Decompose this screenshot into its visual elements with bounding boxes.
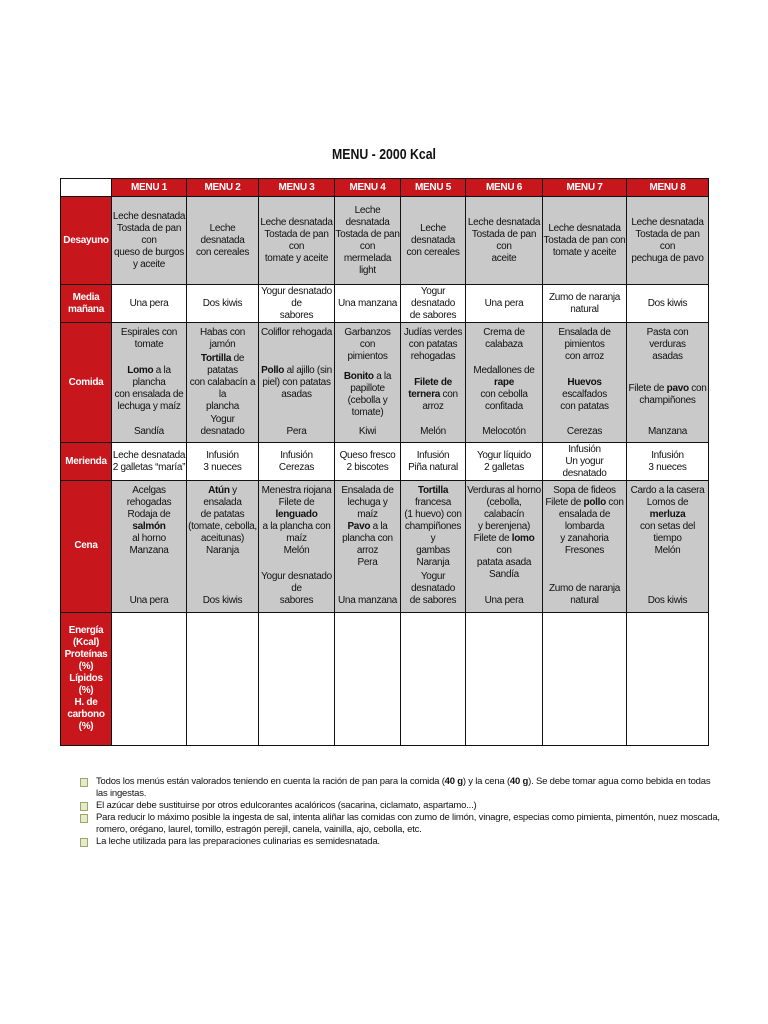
- merienda-cell-line: Leche desnatada: [112, 449, 186, 461]
- cena-extra: [628, 595, 707, 607]
- comida-first-course: [336, 327, 399, 363]
- desayuno-cell-menu-5: [401, 197, 466, 285]
- desayuno-cell-line: Tostada de pan con: [543, 234, 626, 246]
- cena-extra-line: Una manzana: [338, 595, 397, 607]
- media-cell-menu-4: [335, 285, 401, 323]
- row-merienda: [61, 443, 709, 481]
- desayuno-cell-line: Leche desnatada: [260, 216, 333, 228]
- row-label-merienda: Merienda: [61, 443, 112, 481]
- desayuno-cell-line: aceite: [491, 252, 517, 264]
- comida-first-course: [628, 327, 707, 363]
- merienda-cell-line: Yogur líquido: [476, 449, 532, 461]
- cena-extra: [113, 595, 185, 607]
- merienda-cell-line: Queso fresco: [339, 449, 396, 461]
- comida-dessert: [188, 414, 257, 438]
- cena-dishes: Verduras al horno (cebolla, calabacín y berenjena) Filete de lomo con patata asada Sandía: [467, 485, 541, 581]
- merienda-cell-line: Infusión: [206, 449, 239, 461]
- comida-first-line: Garbanzos con: [344, 327, 391, 351]
- media-cell-menu-3: [259, 285, 335, 323]
- cena-extra-line: Yogur desnatado: [410, 571, 455, 595]
- comida-cell-menu-6: [466, 323, 543, 443]
- comida-first-line: pimientos: [347, 351, 388, 363]
- comida-first-course: [544, 327, 625, 363]
- merienda-cell-menu-4: [335, 443, 401, 481]
- comida-first-line: con patatas: [408, 339, 458, 351]
- merienda-cell-menu-7: [543, 443, 627, 481]
- menu-header-4: MENU 4: [335, 179, 401, 197]
- cena-extra-line: Yogur desnatado de: [261, 571, 332, 595]
- comida-first-line: Habas con jamón: [199, 327, 246, 351]
- comida-dessert-line: Sandía: [134, 426, 164, 438]
- desayuno-cell-line: Leche desnatada: [410, 222, 455, 246]
- comida-dessert: [336, 426, 399, 438]
- comida-first-line: rehogadas: [410, 351, 456, 363]
- cena-dishes: Cardo a la casera Lomos de merluza con setas del tiempo Melón: [630, 485, 705, 557]
- media-cell-menu-2: [187, 285, 259, 323]
- desayuno-cell-menu-3: [259, 197, 335, 285]
- comida-main-course: Bonito a la papillote (cebolla y tomate): [343, 370, 392, 418]
- cena-extra-line: Una pera: [484, 595, 524, 607]
- comida-cell-menu-8: [627, 323, 709, 443]
- comida-first-course: [113, 327, 185, 351]
- comida-main-course: Tortilla de patatas con calabacín a la plancha: [189, 352, 256, 412]
- media-cell-line: de sabores: [409, 309, 457, 321]
- desayuno-cell-line: Leche desnatada: [548, 222, 621, 234]
- comida-dessert: [544, 426, 625, 438]
- comida-dessert: [402, 426, 464, 438]
- note-item: [80, 812, 720, 836]
- cena-dishes: Atún y ensalada de patatas (tomate, cebolla, aceitunas) Naranja: [188, 485, 257, 557]
- comida-first-line: tomate: [134, 339, 164, 351]
- merienda-cell-line: Infusión: [416, 449, 450, 461]
- desayuno-cell-line: Leche desnatada: [345, 204, 390, 228]
- desayuno-cell-line: Tostada de pan con: [471, 228, 537, 252]
- comida-main-course: Lomo a la plancha con ensalada de lechuga y maíz: [114, 364, 184, 412]
- comida-cell-menu-2: [187, 323, 259, 443]
- menu-header-1: MENU 1: [112, 179, 187, 197]
- comida-first-line: Espirales con: [120, 327, 178, 339]
- media-cell-line: Una pera: [129, 297, 169, 309]
- energia-cell-menu-3: [259, 612, 335, 745]
- comida-main-course: Huevos escalfados con patatas: [560, 376, 609, 412]
- row-comida: [61, 323, 709, 443]
- comida-dessert-line: Yogur desnatado: [200, 414, 245, 438]
- merienda-cell-menu-6: [466, 443, 543, 481]
- media-cell-menu-1: [112, 285, 187, 323]
- row-media-manana: [61, 285, 709, 323]
- merienda-cell-line: 2 biscotes: [346, 461, 389, 473]
- note-text: Para reducir lo máximo posible la ingesta de sal, intenta aliñar las comidas con zumo de limón, vinagre, especias como pimienta, pimentón, nuez moscada, romero, orégano, laurel, tomillo, estragón perejil, canela, vainilla, ajo, cebolla, etc.: [96, 812, 720, 835]
- energia-label-line: H. de: [74, 696, 98, 708]
- comida-first-course: [467, 327, 541, 351]
- energia-label-line: Proteínas: [64, 648, 108, 660]
- note-bullet-icon: [80, 778, 88, 787]
- desayuno-cell-line: tomate y aceite: [552, 246, 617, 258]
- comida-main-course: Medallones de rape con cebolla confitada: [473, 364, 535, 412]
- merienda-cell-line: Piña natural: [408, 461, 458, 473]
- cena-cell-menu-4: [335, 481, 401, 612]
- row-energia: [61, 612, 709, 745]
- note-item: [80, 836, 720, 848]
- merienda-cell-line: 2 galletas “maría”: [112, 461, 186, 473]
- desayuno-cell-menu-6: [466, 197, 543, 285]
- desayuno-cell-line: Leche desnatada: [467, 216, 541, 228]
- menu-table: [60, 178, 709, 746]
- merienda-cell-line: 3 nueces: [203, 461, 242, 473]
- desayuno-cell-menu-7: [543, 197, 627, 285]
- desayuno-cell-line: light: [359, 264, 376, 276]
- cena-cell-menu-2: [187, 481, 259, 612]
- media-cell-line: Una pera: [484, 297, 524, 309]
- cena-dishes: Menestra riojana Filete de lenguado a la plancha con maíz Melón: [261, 485, 332, 557]
- cena-extra-line: Dos kiwis: [647, 595, 688, 607]
- comida-main-course: Filete de pavo con champiñones: [628, 382, 707, 406]
- note-item: [80, 800, 720, 812]
- cena-extra-line: natural: [570, 595, 599, 607]
- desayuno-cell-menu-8: [627, 197, 709, 285]
- comida-cell-menu-7: [543, 323, 627, 443]
- cena-extra: [260, 571, 333, 607]
- energia-label-line: (%): [78, 720, 94, 732]
- menu-header-3: MENU 3: [259, 179, 335, 197]
- notes-list: [80, 776, 720, 848]
- cena-cell-menu-6: [466, 481, 543, 612]
- table-corner: [61, 179, 112, 197]
- media-cell-menu-5: [401, 285, 466, 323]
- comida-dessert-line: Kiwi: [358, 426, 377, 438]
- energia-cell-menu-1: [112, 612, 187, 745]
- cena-extra: [402, 571, 464, 607]
- merienda-cell-line: Infusión: [651, 449, 684, 461]
- cena-extra-line: Una pera: [129, 595, 169, 607]
- note-item: [80, 776, 720, 800]
- cena-extra-line: Dos kiwis: [202, 595, 243, 607]
- cena-extra: [467, 595, 541, 607]
- row-label-cena: Cena: [61, 481, 112, 612]
- cena-dishes: Acelgas rehogadas Rodaja de salmón al horno Manzana: [126, 485, 172, 557]
- media-cell-line: Zumo de naranja: [548, 291, 621, 303]
- comida-dessert-line: Melocotón: [482, 426, 526, 438]
- comida-dessert-line: Melón: [420, 426, 446, 438]
- desayuno-cell-line: queso de burgos: [113, 246, 184, 258]
- comida-dessert: [260, 426, 333, 438]
- comida-cell-menu-3: [259, 323, 335, 443]
- cena-extra: [544, 583, 625, 607]
- media-cell-line: Una manzana: [338, 297, 397, 309]
- merienda-cell-line: 3 nueces: [648, 461, 687, 473]
- comida-dessert-line: Cerezas: [566, 426, 603, 438]
- note-bullet-icon: [80, 814, 88, 823]
- energia-cell-menu-4: [335, 612, 401, 745]
- menu-header-5: MENU 5: [401, 179, 466, 197]
- comida-main-course: Filete de ternera con arroz: [408, 376, 458, 412]
- note-text: Todos los menús están valorados teniendo en cuenta la ración de pan para la comida (40 g) y la cena (40 g). Se debe tomar agua como bebida en todas las ingestas.: [96, 776, 711, 799]
- media-cell-line: sabores: [279, 309, 314, 321]
- energia-label-line: Energía: [68, 624, 104, 636]
- menu-header-7: MENU 7: [543, 179, 627, 197]
- cena-cell-menu-5: [401, 481, 466, 612]
- media-cell-line: natural: [570, 303, 599, 315]
- merienda-cell-line: Infusión: [280, 449, 313, 461]
- desayuno-cell-line: con mermelada: [343, 240, 392, 264]
- cena-extra-line: Zumo de naranja: [548, 583, 621, 595]
- desayuno-cell-menu-2: [187, 197, 259, 285]
- comida-dessert: [467, 426, 541, 438]
- media-cell-menu-8: [627, 285, 709, 323]
- menu-header-8: MENU 8: [627, 179, 709, 197]
- desayuno-cell-line: pechuga de pavo: [631, 252, 704, 264]
- note-bullet-icon: [80, 838, 88, 847]
- energia-label-line: (%): [78, 660, 94, 672]
- desayuno-cell-line: y aceite: [132, 258, 166, 270]
- energia-cell-menu-6: [466, 612, 543, 745]
- energia-label-line: carbono: [67, 708, 105, 720]
- cena-extra: [188, 595, 257, 607]
- cena-extra-line: de sabores: [409, 595, 457, 607]
- note-text: La leche utilizada para las preparaciones culinarias es semidesnatada.: [96, 836, 380, 847]
- desayuno-cell-line: con cereales: [195, 246, 250, 258]
- energia-cell-menu-7: [543, 612, 627, 745]
- comida-first-course: [188, 327, 257, 351]
- comida-first-line: Pasta con verduras: [646, 327, 689, 351]
- note-bullet-icon: [80, 802, 88, 811]
- row-label-energia: [61, 612, 112, 745]
- comida-first-line: asadas: [652, 351, 683, 363]
- row-label-media-manana: Media mañana: [61, 285, 112, 323]
- cena-dishes: Ensalada de lechuga y maíz Pavo a la plancha con arroz Pera: [341, 485, 394, 569]
- comida-dessert: [628, 426, 707, 438]
- desayuno-cell-line: con cereales: [406, 246, 460, 258]
- comida-first-line: Judías verdes: [403, 327, 463, 339]
- merienda-cell-menu-3: [259, 443, 335, 481]
- comida-first-line: Coliflor rehogada: [260, 327, 333, 339]
- row-label-comida: Comida: [61, 323, 112, 443]
- comida-first-course: [402, 327, 464, 363]
- media-cell-line: Yogur desnatado de: [261, 285, 332, 309]
- media-cell-line: Yogur desnatado: [410, 285, 455, 309]
- comida-dessert: [113, 426, 185, 438]
- cena-cell-menu-3: [259, 481, 335, 612]
- media-cell-menu-7: [543, 285, 627, 323]
- desayuno-cell-line: tomate y aceite: [264, 252, 329, 264]
- comida-first-line: Crema de calabaza: [483, 327, 525, 351]
- desayuno-cell-menu-4: [335, 197, 401, 285]
- row-desayuno: [61, 197, 709, 285]
- energia-label-line: (Kcal): [73, 636, 99, 648]
- comida-first-line: con arroz: [565, 351, 604, 363]
- row-label-desayuno: Desayuno: [61, 197, 112, 285]
- comida-cell-menu-5: [401, 323, 466, 443]
- desayuno-cell-menu-1: [112, 197, 187, 285]
- cena-extra-line: sabores: [279, 595, 314, 607]
- row-cena: [61, 481, 709, 612]
- energia-cell-menu-8: [627, 612, 709, 745]
- merienda-cell-line: Infusión: [568, 443, 601, 455]
- energia-cell-menu-5: [401, 612, 466, 745]
- comida-dessert-line: Pera: [286, 426, 307, 438]
- merienda-cell-line: Un yogur desnatado: [562, 455, 607, 479]
- menu-header-6: MENU 6: [466, 179, 543, 197]
- desayuno-cell-line: Leche desnatada: [112, 210, 186, 222]
- comida-dessert-line: Manzana: [647, 426, 688, 438]
- desayuno-cell-line: Tostada de pan: [335, 228, 400, 240]
- desayuno-cell-line: Tostada de pan con: [116, 222, 182, 246]
- cena-cell-menu-1: [112, 481, 187, 612]
- media-cell-menu-6: [466, 285, 543, 323]
- menu-header-2: MENU 2: [187, 179, 259, 197]
- merienda-cell-menu-1: [112, 443, 187, 481]
- cena-cell-menu-7: [543, 481, 627, 612]
- merienda-cell-menu-2: [187, 443, 259, 481]
- media-cell-line: Dos kiwis: [647, 297, 688, 309]
- merienda-cell-menu-5: [401, 443, 466, 481]
- merienda-cell-line: Cerezas: [278, 461, 315, 473]
- menu-header-row: [61, 179, 709, 197]
- comida-first-line: Ensalada de pimientos: [558, 327, 611, 351]
- comida-first-course: [260, 327, 333, 339]
- comida-main-course: Pollo al ajillo (sin piel) con patatas asadas: [261, 364, 332, 400]
- energia-cell-menu-2: [187, 612, 259, 745]
- desayuno-cell-line: Leche desnatada: [631, 216, 704, 228]
- cena-dishes: Sopa de fideos Filete de pollo con ensalada de lombarda y zanahoria Fresones: [545, 485, 624, 557]
- media-cell-line: Dos kiwis: [202, 297, 243, 309]
- desayuno-cell-line: Tostada de pan con: [635, 228, 700, 252]
- cena-extra: [336, 595, 399, 607]
- cena-cell-menu-8: [627, 481, 709, 612]
- note-text: El azúcar debe sustituirse por otros edulcorantes acalóricos (sacarina, ciclamato, aspartamo...): [96, 800, 477, 811]
- merienda-cell-line: 2 galletas: [484, 461, 524, 473]
- merienda-cell-menu-8: [627, 443, 709, 481]
- desayuno-cell-line: Leche desnatada: [200, 222, 245, 246]
- desayuno-cell-line: Tostada de pan con: [264, 228, 329, 252]
- cena-dishes: Tortilla francesa (1 huevo) con champiñones y gambas Naranja: [404, 485, 462, 569]
- page-title: MENU - 2000 Kcal: [332, 146, 436, 163]
- comida-cell-menu-4: [335, 323, 401, 443]
- comida-cell-menu-1: [112, 323, 187, 443]
- energia-label-line: Lípidos (%): [69, 672, 103, 696]
